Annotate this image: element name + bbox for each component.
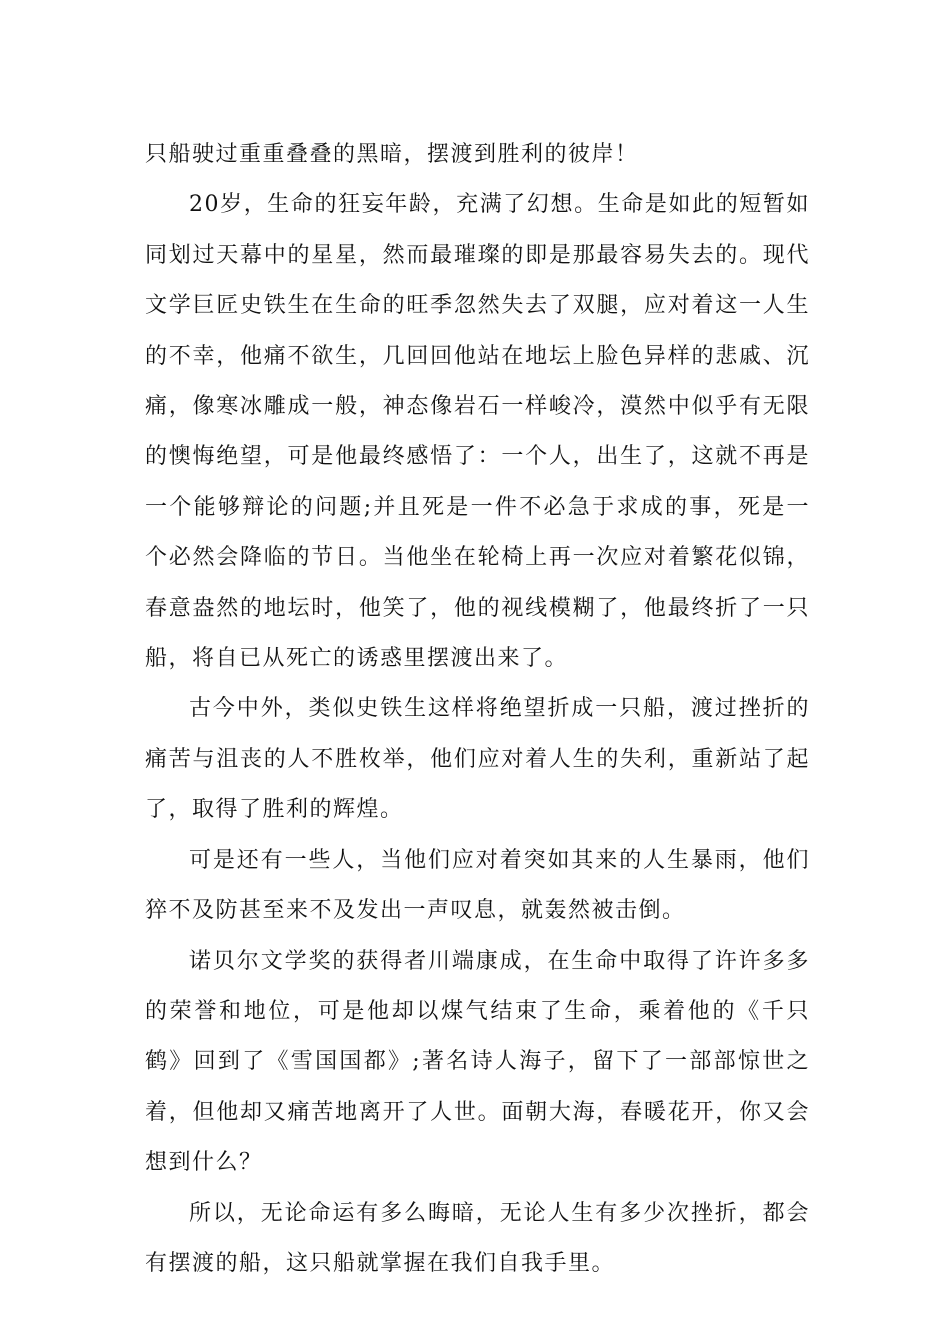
paragraph-3: 古今中外，类似史铁生这样将绝望折成一只船，渡过挫折的痛苦与沮丧的人不胜枚举，他们应对着人生的失利，重新站了起了，取得了胜利的辉煌。 [145,696,810,823]
paragraph-2: 20岁，生命的狂妄年龄，充满了幻想。生命是如此的短暂如同划过天幕中的星星，然而最璀璨的即是那最容易失去的。现代文学巨匠史铁生在生命的旺季忽然失去了双腿，应对着这一人生的不幸，他痛不欲生，几回回他站在地坛上脸色异样的悲戚、沉痛，像寒冰雕成一般，神态像岩石一样峻冷，漠然中似乎有无限的懊悔绝望，可是他最终感悟了：一个人，出生了，这就不再是一个能够辩论的问题;并且死是一件不必急于求成的事，死是一个必然会降临的节日。当他坐在轮椅上再一次应对着繁花似锦，春意盎然的地坛时，他笑了，他的视线模糊了，他最终折了一只船，将自已从死亡的诱惑里摆渡出来了。 [145,192,810,672]
paragraph-4: 可是还有一些人，当他们应对着突如其来的人生暴雨，他们猝不及防甚至来不及发出一声叹息，就轰然被击倒。 [145,847,810,924]
paragraph-6: 所以，无论命运有多么晦暗，无论人生有多少次挫折，都会有摆渡的船，这只船就掌握在我们自我手里。 [145,1200,810,1276]
paragraph-5: 诺贝尔文学奖的获得者川端康成，在生命中取得了许许多多的荣誉和地位，可是他却以煤气结束了生命，乘着他的《千只鹤》回到了《雪国国都》;著名诗人海子，留下了一部部惊世之着，但他却又痛苦地离开了人世。面朝大海，春暖花开，你又会想到什么？ [145,948,810,1176]
document-body [145,130,810,1289]
paragraph-1: 只船驶过重重叠叠的黑暗，摆渡到胜利的彼岸！ [145,142,639,167]
